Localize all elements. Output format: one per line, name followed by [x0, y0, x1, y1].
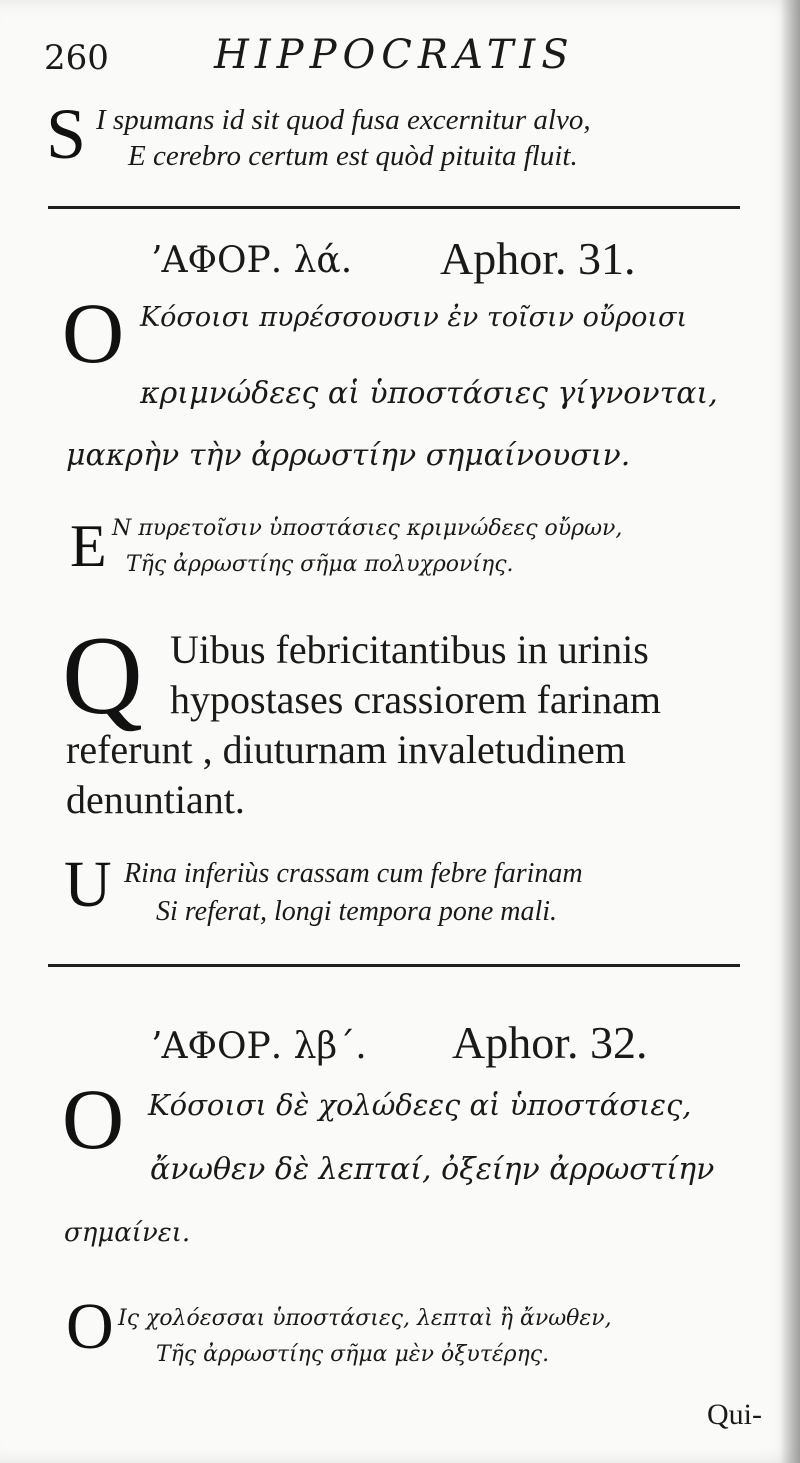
aphorism-31-latin-verse-initial: U — [64, 848, 112, 921]
aphorism-31-greek-line-2: κριμνώδεες αἱ ὑποστάσιες γίγνονται, — [140, 376, 718, 411]
section-rule-1 — [48, 206, 740, 209]
aphorism-31-latin-line-2: hypostases crassiorem farinam — [170, 677, 661, 722]
page-number: 260 — [44, 38, 109, 78]
aphorism-31-latin-heading: Aphor. 31. — [440, 233, 636, 284]
aphorism-32-greek-line-2: ἄνωθεν δὲ λεπταί, ὀξείην ἀρρωστίην — [150, 1152, 715, 1187]
page-edge-shadow — [780, 0, 800, 1463]
verse-top-line-1: I spumans id sit quod fusa excernitur alvo, — [96, 104, 591, 136]
aphorism-32-greek-line-3: σημαίνει. — [64, 1218, 191, 1248]
aphorism-31-greek-line-1: Κόσοισι πυρέσσουσιν ἐν τοῖσιν οὔροισι — [140, 302, 688, 333]
aphorism-31-greek-initial: Ο — [62, 285, 125, 381]
aphorism-32-greek-line-1: Κόσοισι δὲ χολώδεες αἱ ὑποστάσιες, — [148, 1088, 692, 1122]
aphorism-31-greek-line-3: μακρὴν τὴν ἀρρωστίην σημαίνουσιν. — [66, 438, 631, 473]
aphorism-31-latin-verse-line-2: Si referat, longi tempora pone mali. — [156, 896, 558, 927]
aphorism-31-greek-verse-initial: E — [70, 513, 107, 579]
aphorism-32-greek-verse-line-2: Τῆς ἀρρωστίης σῆμα μὲν ὀξυτέρης. — [156, 1342, 550, 1367]
aphorism-31-latin-line-3: referunt , diuturnam invaletudinem — [66, 727, 626, 772]
aphorism-31-greek-heading: ʼΑΦΟΡ. λά. — [150, 240, 353, 281]
aphorism-31-latin-line-4: denuntiant. — [66, 777, 245, 822]
catchword: Qui- — [707, 1398, 762, 1431]
aphorism-31-greek-verse-line-1: N πυρετοῖσιν ὑποστάσιες κριμνώδεες οὔρων, — [112, 516, 623, 541]
aphorism-31-latin-verse-line-1: Rina inferiùs crassam cum febre farinam — [124, 858, 583, 889]
aphorism-32-greek-initial: Ο — [62, 1071, 125, 1167]
aphorism-31-latin-initial: Q — [62, 614, 143, 738]
aphorism-32-greek-verse-line-1: Ις χολόεσσαι ὑποστάσιες, λεπταὶ ἢ ἄνωθεν, — [118, 1306, 612, 1331]
verse-top-initial: S — [46, 94, 87, 174]
aphorism-32-latin-heading: Aphor. 32. — [452, 1017, 648, 1068]
section-rule-2 — [48, 964, 740, 967]
verse-top-line-2: E cerebro certum est quòd pituita fluit. — [128, 140, 578, 172]
running-head — [44, 32, 744, 92]
running-title: HIPPOCRATIS — [214, 32, 575, 78]
aphorism-32-greek-heading: ʼΑΦΟΡ. λβ΄. — [150, 1026, 367, 1067]
aphorism-32-greek-verse-initial: Ο — [66, 1290, 114, 1363]
aphorism-31-greek-verse-line-2: Τῆς ἀρρωστίης σῆμα πολυχρονίης. — [126, 552, 514, 577]
aphorism-31-latin-line-1: Uibus febricitantibus in urinis — [170, 627, 649, 672]
